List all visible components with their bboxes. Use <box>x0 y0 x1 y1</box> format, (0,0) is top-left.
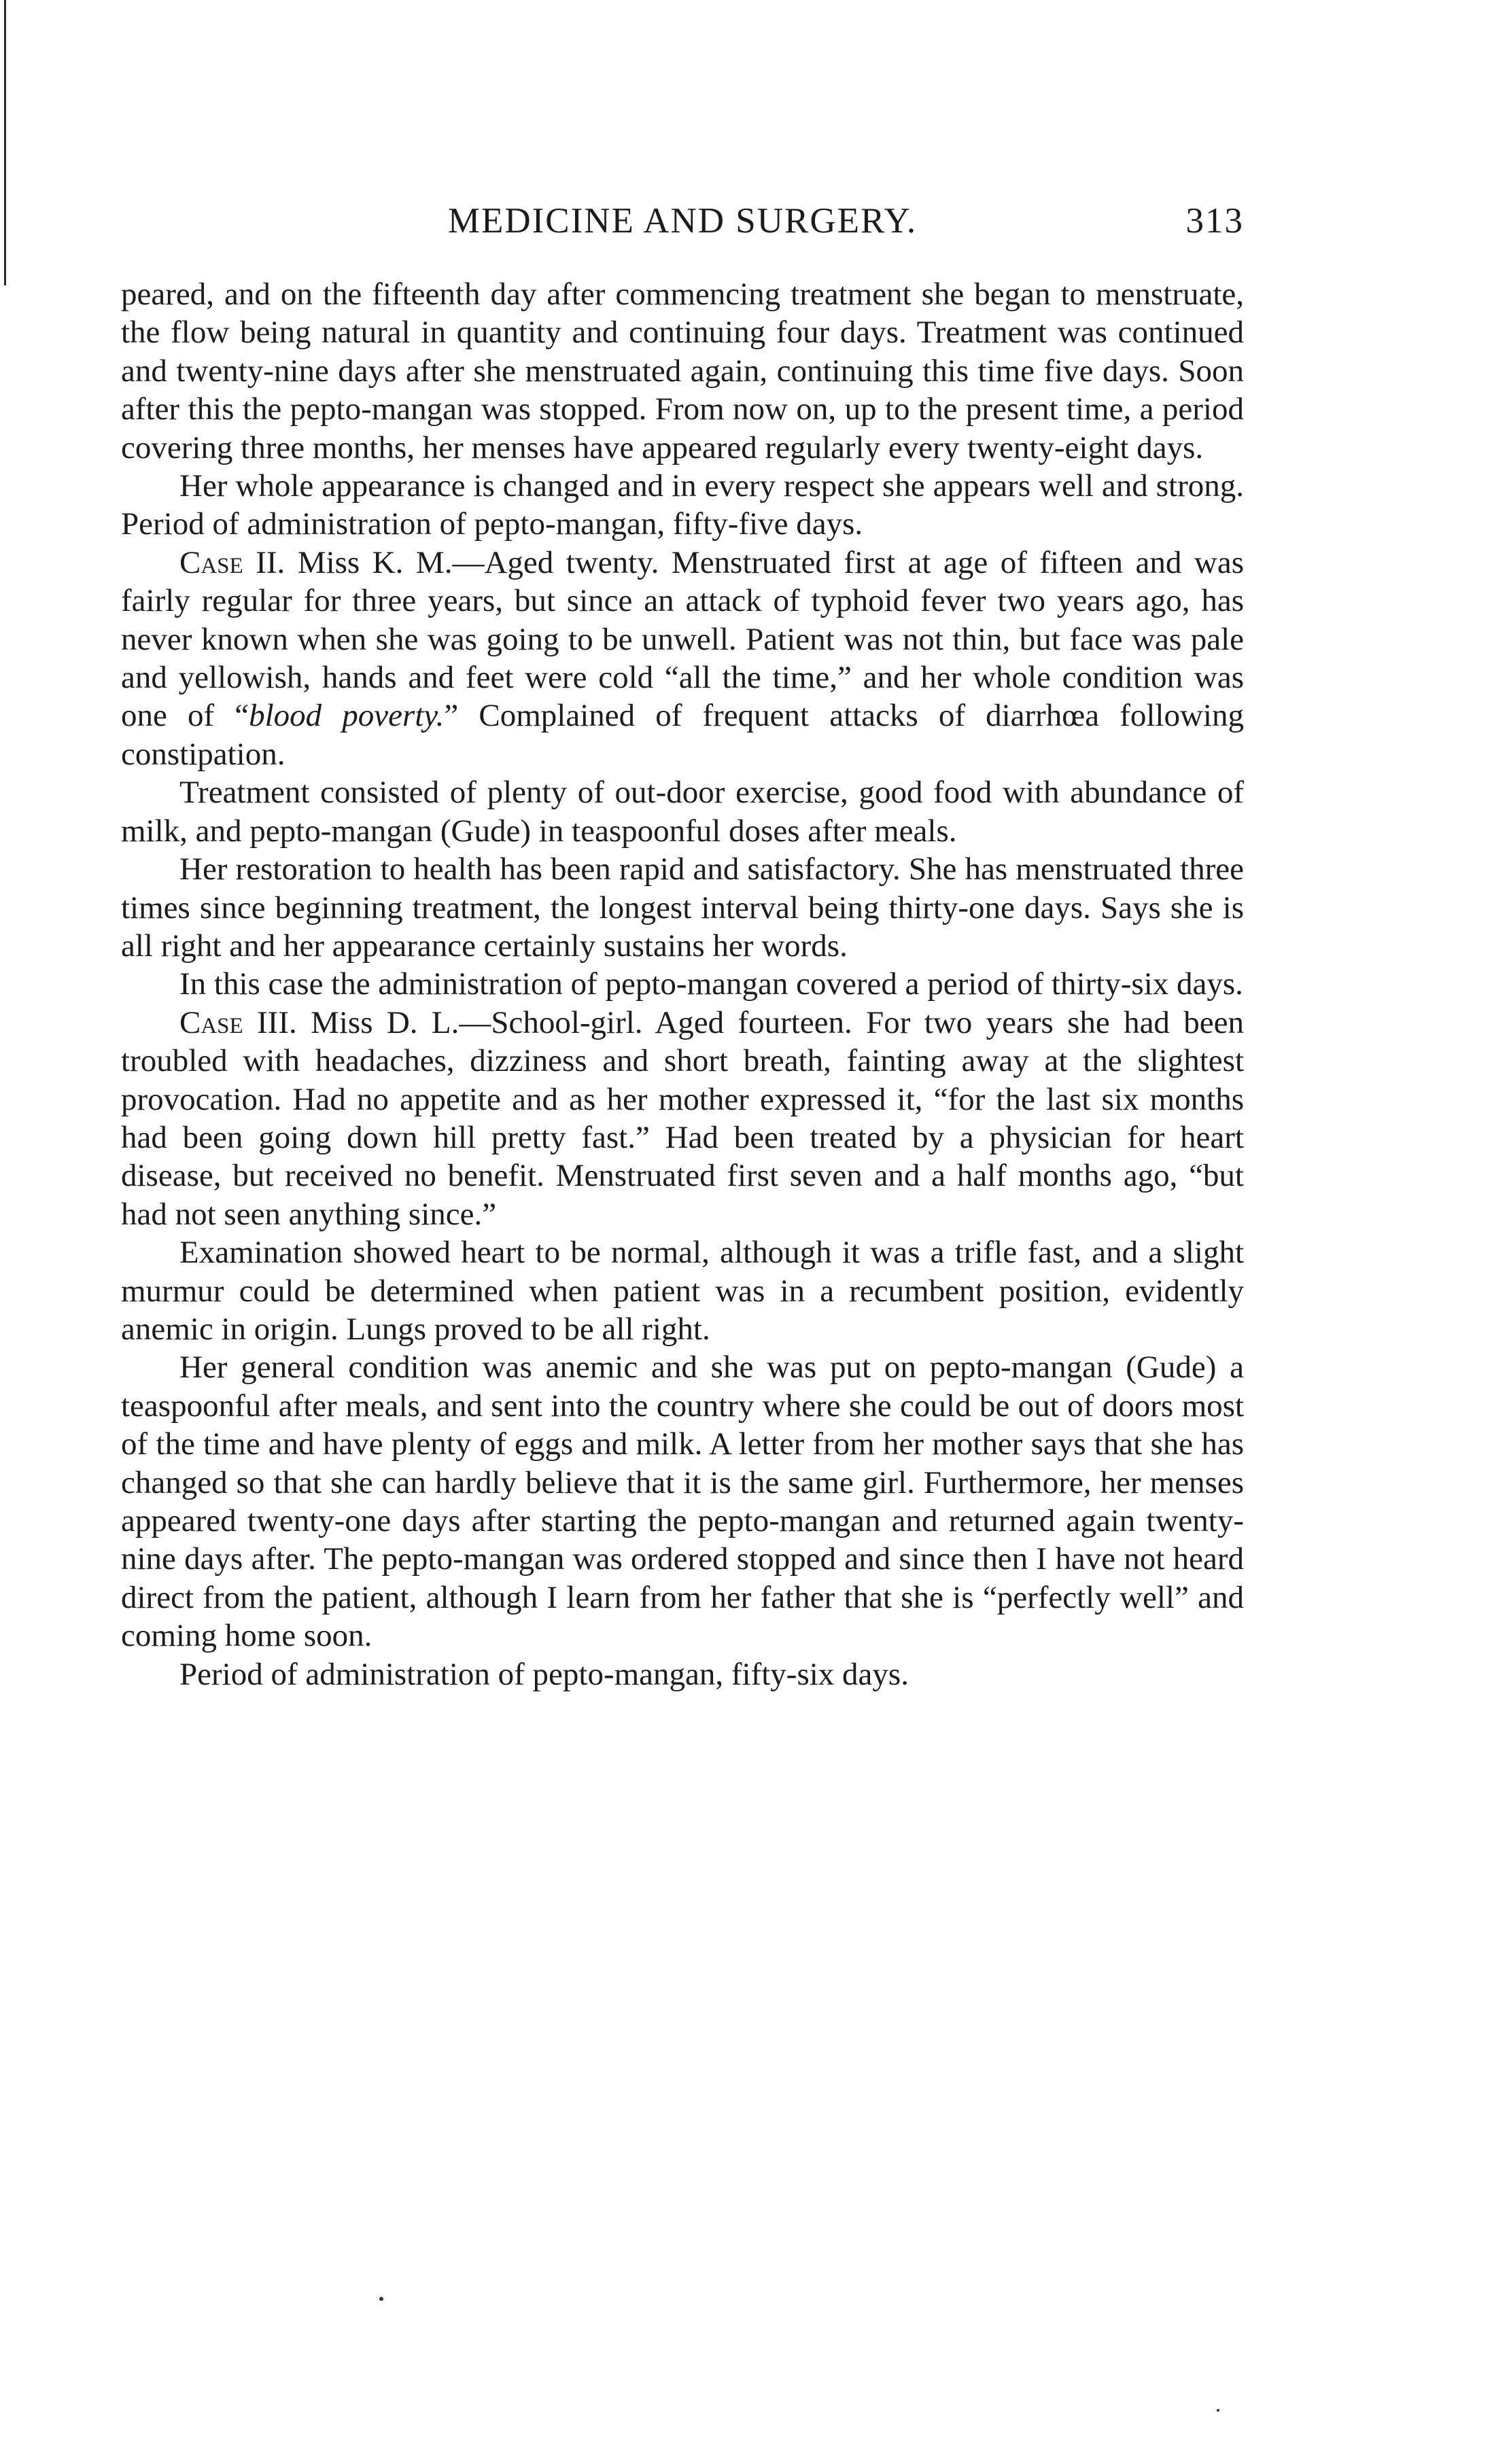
case-2-intro-before: Miss K. M.—Aged twenty. Menstruated first at age of fifteen and was fairly regular for three years, but since an attack of typhoid fever two years ago, has never known when she was going to be unwell. Patient was not thin, but face was pale and yellowish, hands and feet were cold “all the time,” and her whole condition was one of “ <box>121 544 1245 734</box>
paragraph: Her general condition was anemic and she was put on pepto-mangan (Gude) a teaspoonful after meals, and sent into the country where she could be out of doors most of the time and have plenty of eggs and milk. A letter from her mother says that she has changed so that she can hardly believe that it is the same girl. Furthermore, her menses appeared twenty-one days after starting the pepto-mangan and returned again twenty-nine days after. The pepto-mangan was ordered stopped and since then I have not heard direct from the patient, although I learn from her father that she is “perfectly well” and coming home soon. <box>121 1350 1244 1654</box>
paragraph: peared, and on the fifteenth day after commencing treatment she began to menstruate, the flow being natural in quantity and continuing four days. Treatment was continued and twenty-nine days after she menstruated again, continuing this time five days. Soon after this the pepto-mangan was stopped. From now on, up to the present time, a period covering three months, her menses have appeared regularly every twenty-eight days. <box>121 277 1244 465</box>
case-3-intro: Miss D. L.—School-girl. Aged fourteen. For two years she had been troubled with headaches, dizziness and short breath, fainting away at the slightest provocation. Had no appetite and as her mother expressed it, “for the last six months had been going down hill pretty fast.” Had been treated by a physician for heart disease, but received no benefit. Menstruated first seven and a half months ago, “but had not seen anything since.” <box>121 1004 1244 1232</box>
speck <box>379 2297 383 2301</box>
body-text <box>121 275 1244 1693</box>
paragraph: Her restoration to health has been rapid and satisfactory. She has menstruated three times since beginning treatment, the longest interval being thirty-one days. Says she is all right and her appearance certainly sustains her words. <box>121 851 1244 964</box>
running-title: MEDICINE AND SURGERY. <box>447 201 918 241</box>
paragraph: Period of administration of pepto-mangan, fifty-six days. <box>179 1656 909 1692</box>
case-2-paragraph <box>121 544 1244 773</box>
speck <box>1217 2409 1219 2412</box>
paragraph: In this case the administration of pepto-mangan covered a period of thirty-six days. <box>179 966 1243 1002</box>
binding-edge <box>4 0 6 285</box>
case-label: Case II. <box>179 544 285 580</box>
case-2-intro-after: ” Complained of frequent attacks of diarrhœa following constipation. <box>121 698 1244 772</box>
paragraph: Treatment consisted of plenty of out-door exercise, good food with abundance of milk, and pepto-mangan (Gude) in teaspoonful doses after meals. <box>121 775 1244 849</box>
page-number: 313 <box>1185 201 1244 241</box>
paragraph: Her whole appearance is changed and in every respect she appears well and strong. Period of administration of pepto-mangan, fifty-five days. <box>121 468 1244 542</box>
case-label: Case III. <box>179 1004 297 1040</box>
paragraph: Examination showed heart to be normal, although it was a trifle fast, and a slight murmur could be determined when patient was in a recumbent position, evidently anemic in origin. Lungs proved to be all right. <box>121 1235 1244 1347</box>
running-header <box>121 200 1244 248</box>
case-2-intro-italic: blood poverty. <box>249 698 445 734</box>
case-3-paragraph <box>121 1004 1244 1233</box>
